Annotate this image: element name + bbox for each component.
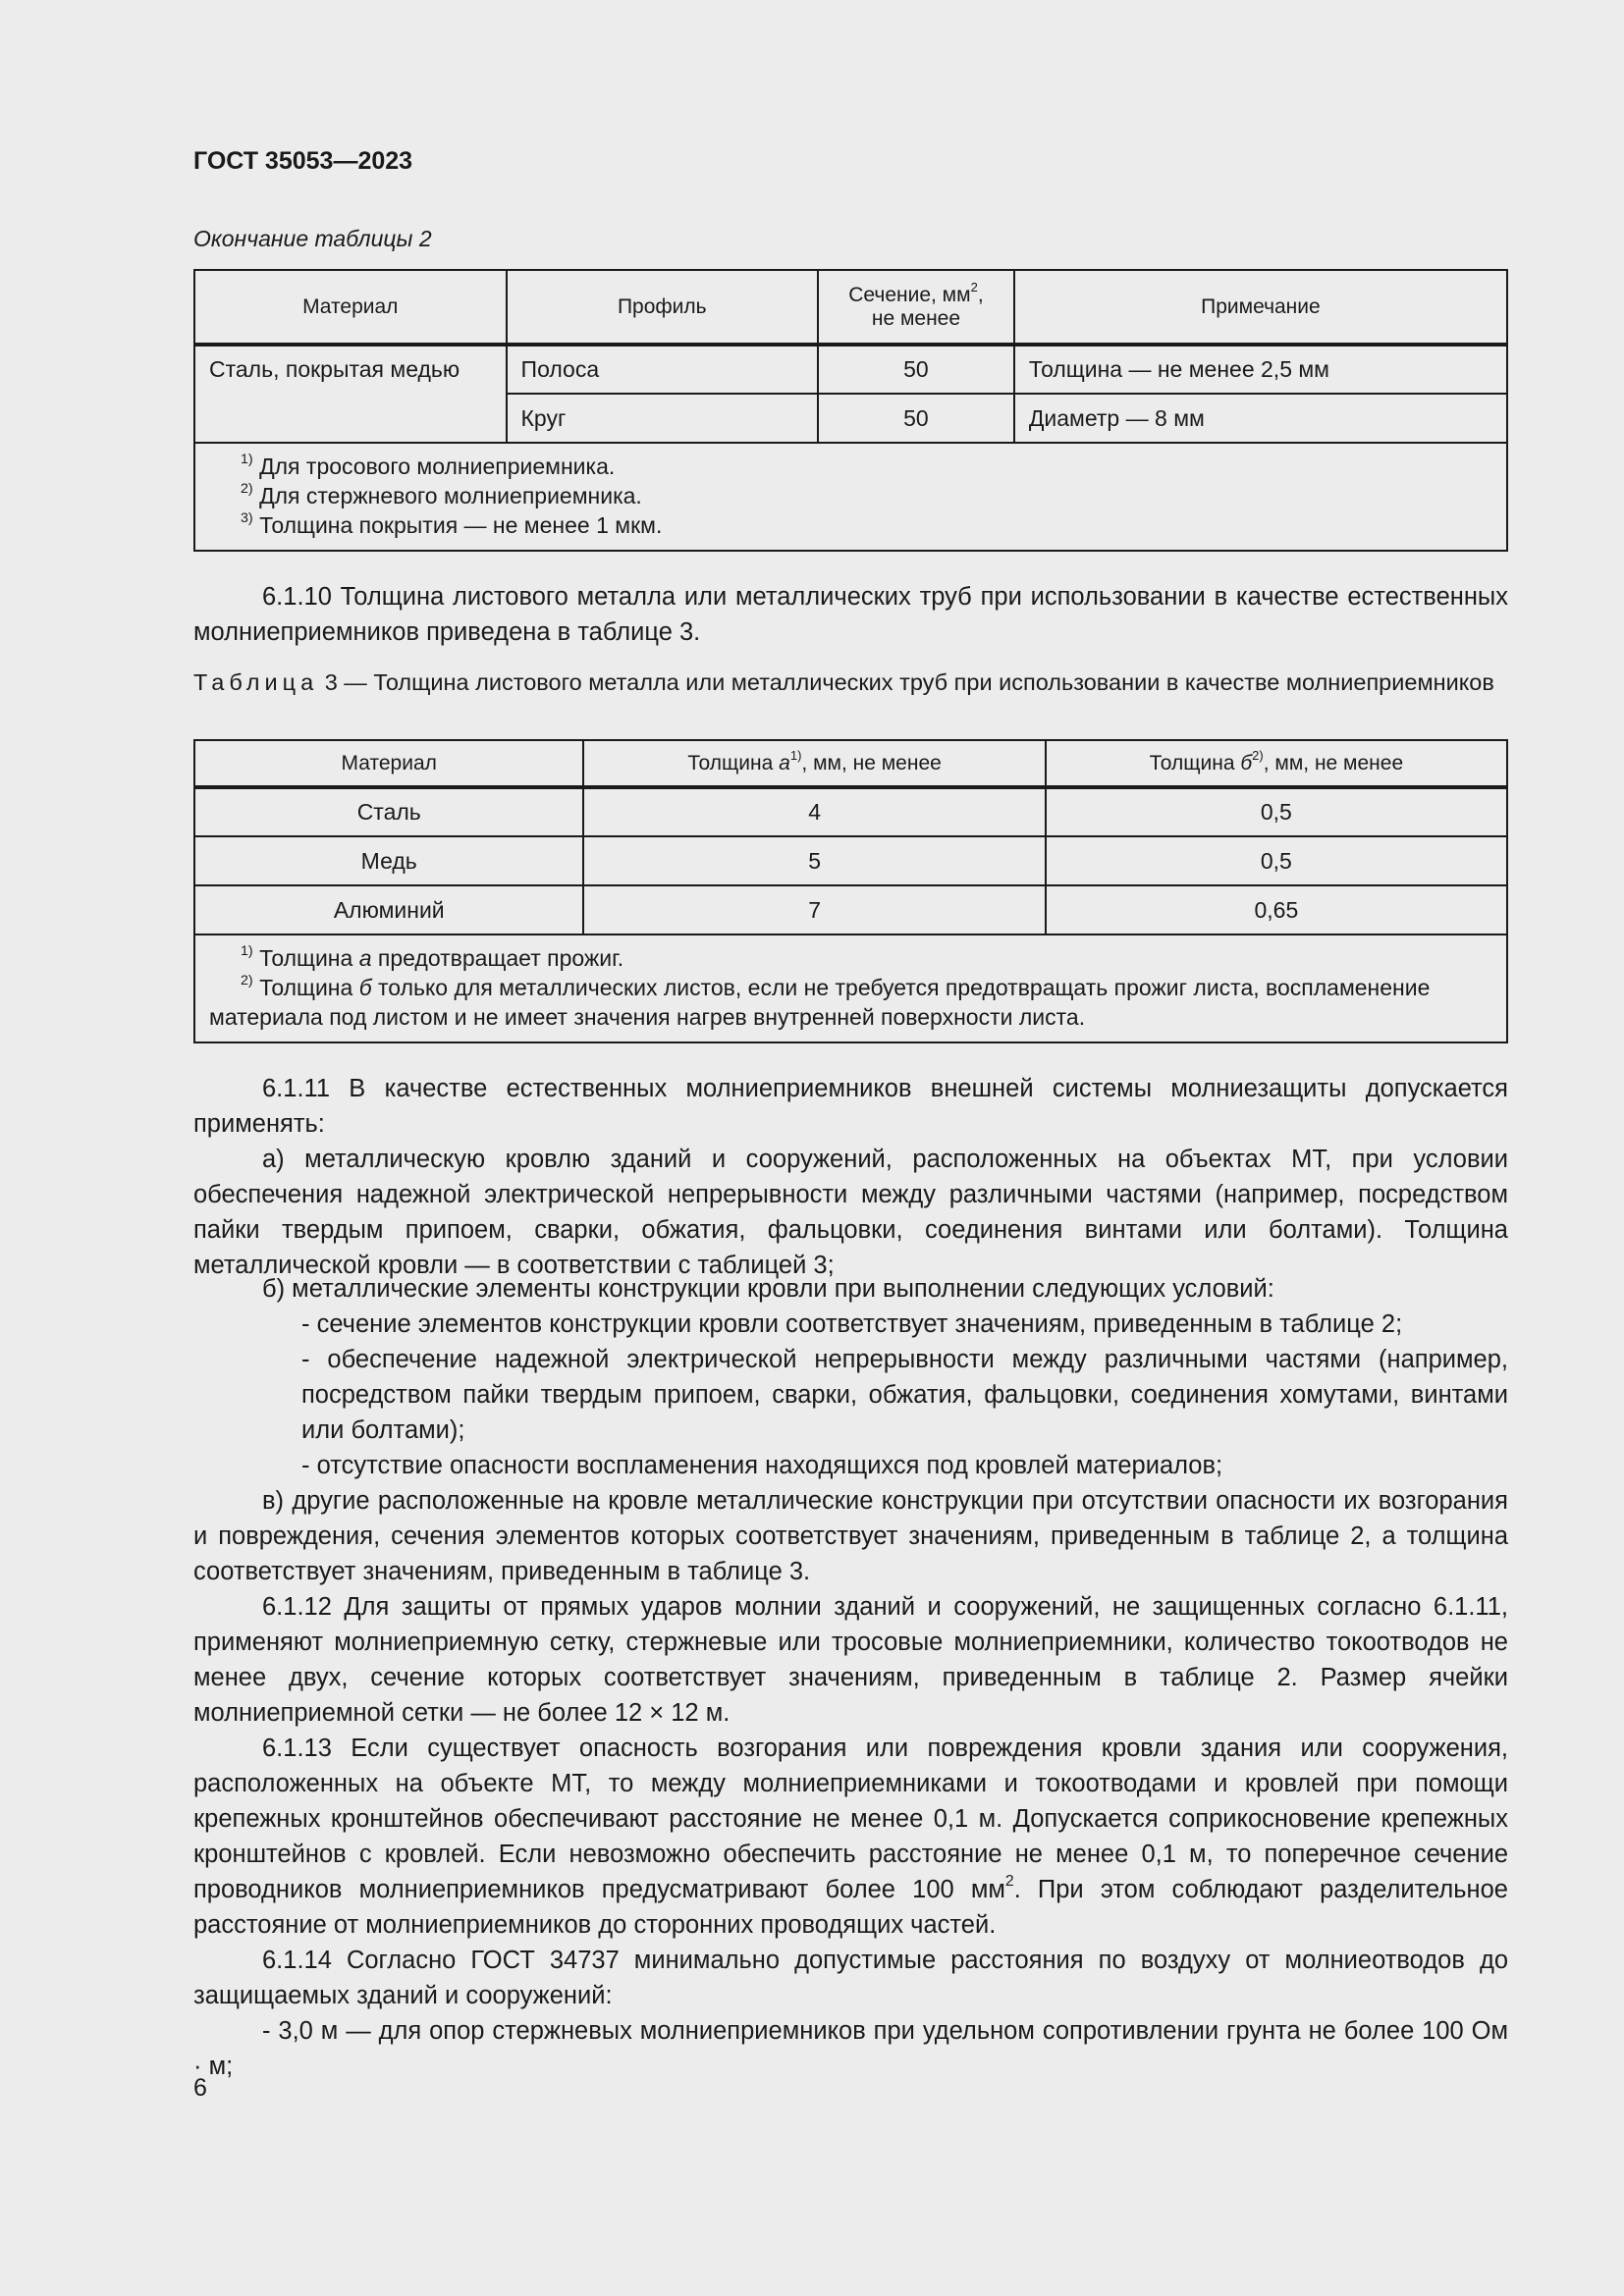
footnote-text: только для металлических листов, если не требуется предотвращать прожиг листа, воспламенение материала под листом и не имеет значения нагрев внутренней поверхности листа. (209, 975, 1431, 1030)
table-header-row (194, 270, 1507, 345)
paragraph-6-1-10: 6.1.10 Толщина листового металла или металлических труб при использовании в качестве естественных молниеприемников приведена в таблице 3. (193, 583, 1508, 646)
header-text: , мм, не менее (801, 751, 942, 774)
note-cell: Толщина — не менее 2,5 мм (1014, 345, 1507, 394)
table-header-row (194, 740, 1507, 787)
section-cell: 50 (818, 394, 1014, 443)
paragraph-6-1-12: 6.1.12 Для защиты от прямых ударов молнии зданий и сооружений, не защищенных согласно 6.1.11, применяют молниеприемную сетку, стержневые или тросовые молниеприемники, количество токоотводов не менее двух, сечение которых соответствует значениям, приведенным в таблице 2. Размер ячейки молниеприемной сетки — не более 12 × 12 м. (193, 1593, 1508, 1727)
column-header-material: Материал (194, 270, 507, 345)
column-header-profile: Профиль (507, 270, 819, 345)
header-text: Толщина (1149, 751, 1241, 774)
column-header-thickness-a (583, 740, 1045, 787)
footnote-text: Для тросового молниеприемника. (259, 454, 616, 479)
table-footnotes-row (194, 443, 1507, 551)
material-cell: Медь (194, 836, 583, 885)
list-subitem: - отсутствие опасности воспламенения находящихся под кровлей материалов; (301, 1452, 1223, 1479)
list-item: - 3,0 м — для опор стержневых молниеприемников при удельном сопротивлении грунта не более 100 Ом · м; (193, 2017, 1508, 2080)
column-header-note: Примечание (1014, 270, 1507, 345)
list-subitem: - обеспечение надежной электрической непрерывности между различными частями (например, посредством пайки твердым припоем, сварки, обжатия, фальцовки, соединения хомутами, винтами или болтами); (301, 1346, 1508, 1444)
section-header-sup: 2 (970, 279, 978, 294)
table-word: Таблица (193, 669, 319, 695)
header-variable: a (779, 751, 790, 774)
profile-cell: Круг (507, 394, 819, 443)
header-sup: 1) (789, 747, 802, 763)
note-cell: Диаметр — 8 мм (1014, 394, 1507, 443)
footnote-mark: 2) (241, 973, 253, 989)
footnote-mark: 2) (241, 481, 253, 498)
superscript: 2 (1004, 1873, 1014, 1891)
table-3 (193, 739, 1508, 1043)
material-cell: Алюминий (194, 885, 583, 934)
paragraph-6-1-13 (193, 1731, 1508, 1943)
material-cell: Сталь, покрытая медью (194, 345, 507, 443)
list-subitem: - сечение элементов конструкции кровли соответствует значениям, приведенным в таблице 2; (301, 1310, 1403, 1338)
column-header-material: Материал (194, 740, 583, 787)
footnote-text: Толщина (259, 945, 359, 971)
footnote-mark: 1) (241, 452, 253, 468)
table-footnotes (194, 934, 1507, 1042)
table-2-continuation-caption: Окончание таблицы 2 (193, 226, 432, 251)
thickness-a-cell: 5 (583, 836, 1045, 885)
table-footnotes-row (194, 934, 1507, 1042)
document-header: ГОСТ 35053—2023 (193, 147, 413, 175)
table-row (194, 345, 1507, 394)
header-text: , мм, не менее (1263, 751, 1404, 774)
thickness-b-cell: 0,5 (1046, 836, 1507, 885)
footnote (209, 943, 1492, 973)
footnote-text: Толщина покрытия — не менее 1 мкм. (259, 512, 663, 538)
footnote (209, 973, 1492, 1032)
footnote (241, 452, 1492, 481)
footnote-variable: б (358, 975, 372, 1000)
header-sup: 2) (1252, 747, 1264, 763)
footnote-text: предотвращает прожиг. (371, 945, 624, 971)
profile-cell: Полоса (507, 345, 819, 394)
header-text: Толщина (687, 751, 780, 774)
thickness-b-cell: 0,5 (1046, 787, 1507, 836)
section-header-line2: не менее (871, 306, 961, 330)
list-item-v: в) другие расположенные на кровле металлические конструкции при отсутствии опасности их возгорания и повреждения, сечения элементов которых соответствует значениям, приведенным в таблице 2, а толщина соответствует значениям, приведенным в таблице 3. (193, 1487, 1508, 1585)
table-2 (193, 269, 1508, 552)
footnote-text: Толщина (259, 975, 359, 1000)
list-item-a: а) металлическую кровлю зданий и сооружений, расположенных на объектах МТ, при условии обеспечения надежной электрической непрерывности между различными частями (например, посредством пайки твердым припоем, сварки, обжатия, фальцовки, соединения винтами или болтами). Толщина металлической кровли — в соответствии с таблицей 3; (193, 1146, 1508, 1279)
paragraph-text: . При этом соблюдают разделительное расстояние от молниеприемников до сторонних проводящих частей. (193, 1876, 1508, 1939)
table-3-caption-text: 3 — Толщина листового металла или металлических труб при использовании в качестве молниеприемников (324, 669, 1494, 695)
column-header-thickness-b (1046, 740, 1507, 787)
list-item-b: б) металлические элементы конструкции кровли при выполнении следующих условий: (262, 1275, 1274, 1303)
table-row (194, 885, 1507, 934)
paragraph-6-1-11-intro: 6.1.11 В качестве естественных молниеприемников внешней системы молниезащиты допускается применять: (193, 1075, 1508, 1138)
footnote-mark: 3) (241, 510, 253, 527)
table-row (194, 836, 1507, 885)
paragraph-6-1-14: 6.1.14 Согласно ГОСТ 34737 минимально допустимые расстояния по воздуху от молниеотводов до защищаемых зданий и сооружений: (193, 1947, 1508, 2009)
table-row (194, 787, 1507, 836)
footnote-variable: a (358, 945, 372, 971)
thickness-a-cell: 7 (583, 885, 1045, 934)
table-3-caption (193, 667, 1508, 697)
footnote (241, 481, 1492, 510)
material-cell: Сталь (194, 787, 583, 836)
header-variable: б (1240, 751, 1253, 774)
section-cell: 50 (818, 345, 1014, 394)
footnote (241, 510, 1492, 540)
paragraph-text: 6.1.13 Если существует опасность возгорания или повреждения кровли здания или сооружения, расположенных на объекте МТ, то между молниеприемниками и токоотводами и кровлей при помощи крепежных кронштейнов обеспечивают расстояние не менее 0,1 м. Допускается соприкосновение крепежных кронштейнов с кровлей. Если невозможно обеспечить расстояние не менее 0,1 м, то поперечное сечение проводников молниеприемников предусматривают более 100 мм (193, 1735, 1508, 1903)
column-header-section (818, 270, 1014, 345)
thickness-b-cell: 0,65 (1046, 885, 1507, 934)
footnote-mark: 1) (241, 943, 253, 960)
footnote-text: Для стержневого молниеприемника. (259, 483, 642, 508)
section-header-text: Сечение, мм (848, 283, 971, 306)
section-header-comma: , (977, 283, 984, 306)
table-footnotes (194, 443, 1507, 551)
page-number: 6 (193, 2074, 207, 2102)
thickness-a-cell: 4 (583, 787, 1045, 836)
